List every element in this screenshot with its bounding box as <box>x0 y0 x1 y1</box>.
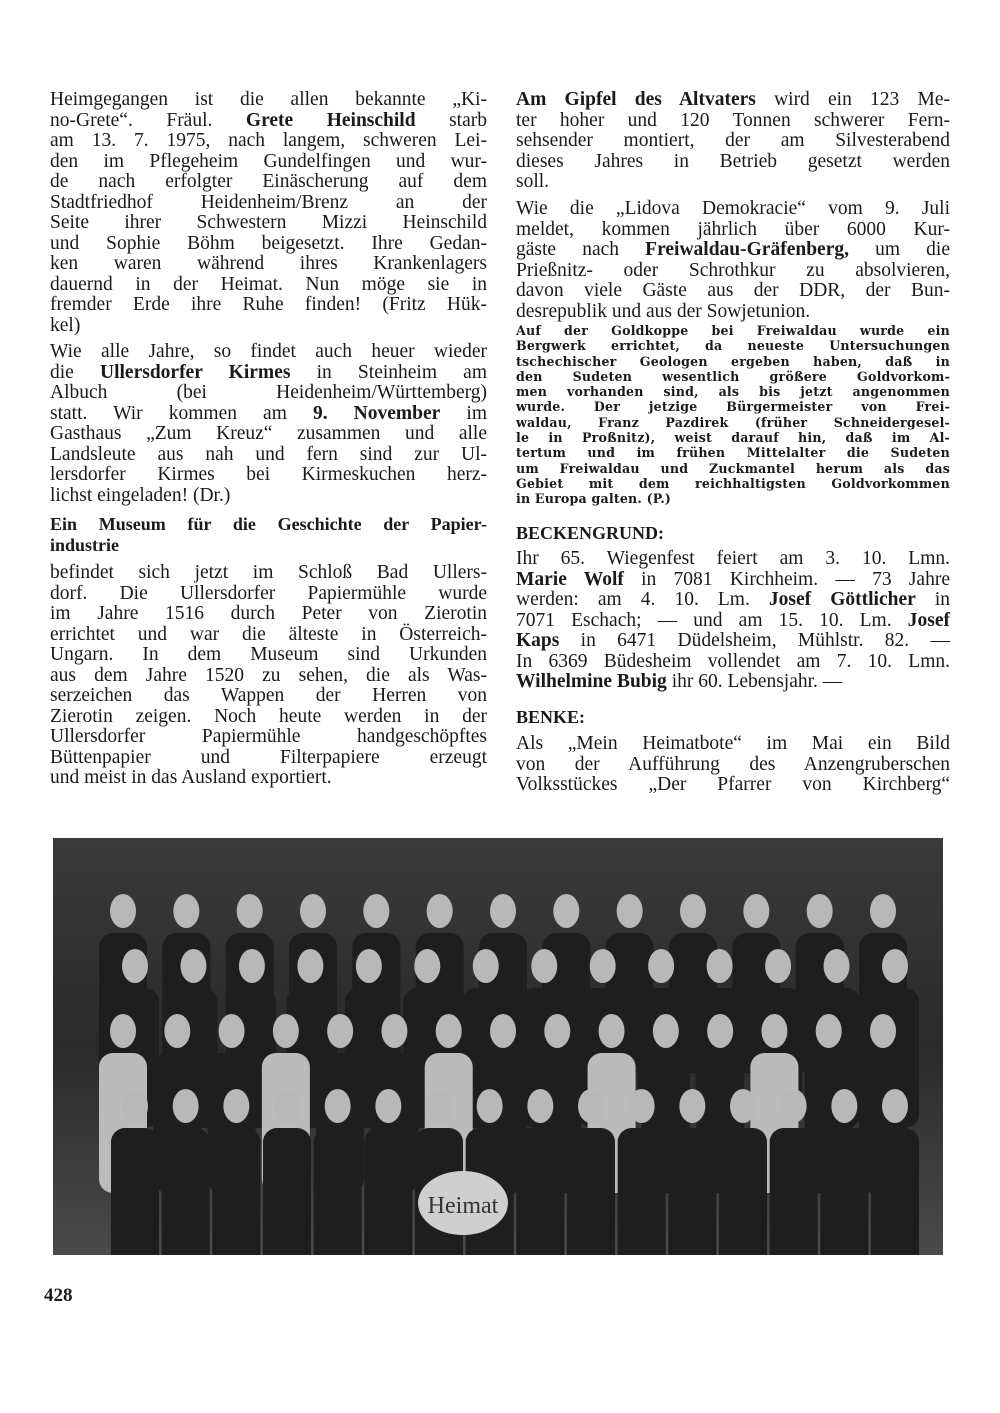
text-line <box>50 563 487 584</box>
text: Seite ihrer Schwestern Mizzi Heinschild <box>50 212 487 233</box>
text: kel) <box>50 314 81 336</box>
group-photo-image <box>53 838 943 1255</box>
text: in 7081 Kirchheim. — 73 Jahre <box>623 568 950 590</box>
person-face <box>707 1014 733 1048</box>
person-face <box>870 1014 896 1048</box>
text-line <box>516 172 950 193</box>
bold-text: Grete Heinschild <box>245 109 416 131</box>
bold-text: 9. November <box>312 402 441 424</box>
text-line <box>50 707 487 728</box>
person-face <box>436 1014 462 1048</box>
person-body <box>263 1128 311 1255</box>
text: Ungarn. In dem Museum sind Urkunden <box>50 644 487 665</box>
text-line <box>50 131 487 152</box>
text: und Sophie Böhm beigesetzt. Ihre Gedan- <box>50 232 487 254</box>
person-face <box>219 1014 245 1048</box>
text: ter hoher und 120 Tonnen schwerer Fern- <box>516 109 950 131</box>
text: in Steinheim am <box>290 361 487 383</box>
text: serzeichen das Wappen der Herren von <box>50 685 487 706</box>
bold-text: Am Gipfel des Altvaters <box>516 89 756 110</box>
text: industrie <box>50 534 120 555</box>
person-face <box>490 1014 516 1048</box>
person-face <box>490 894 516 928</box>
text-line <box>516 399 950 414</box>
text-line <box>50 295 487 316</box>
text-line <box>50 514 487 535</box>
bold-text: Josef <box>907 609 950 631</box>
person-face <box>356 949 382 983</box>
page-number: 428 <box>44 1285 73 1306</box>
text-line <box>50 666 487 687</box>
text-line <box>516 281 950 302</box>
person-face <box>590 949 616 983</box>
text: dauernd in der Heimat. Nun möge sie in <box>50 273 487 295</box>
person-face <box>375 1089 401 1123</box>
text: In 6369 Büdesheim vollendet am 7. 10. Lmn. <box>516 650 950 672</box>
person-face <box>679 1089 705 1123</box>
person-body <box>111 1128 159 1255</box>
paragraph <box>516 199 950 322</box>
text: tertum und im frühen Mittelalter die Sudeten <box>516 445 950 461</box>
person-face <box>629 1089 655 1123</box>
person-face <box>882 1089 908 1123</box>
person-face <box>553 894 579 928</box>
text: Prießnitz- oder Schrothkur zu absolvieren, <box>516 259 950 281</box>
text-line <box>516 652 950 673</box>
text: desrepublik und aus der Sowjetunion. <box>516 300 811 322</box>
text-line <box>50 486 487 507</box>
text-line <box>50 193 487 214</box>
text-line <box>50 445 487 466</box>
paragraph <box>50 342 487 506</box>
text: im Jahre 1516 durch Peter von Zierotin <box>50 603 487 624</box>
text-line <box>516 549 950 570</box>
person-face <box>180 949 206 983</box>
text-line <box>516 430 950 445</box>
person-face <box>164 1014 190 1048</box>
text: Bergwerk errichtet, da neueste Untersuchungen <box>516 338 950 354</box>
text-line <box>516 523 950 544</box>
text: wurde. Der jetzige Bürgermeister von Frei- <box>516 399 950 415</box>
person-face <box>781 1089 807 1123</box>
person-face <box>239 949 265 983</box>
text: in <box>915 589 950 610</box>
person-face <box>617 894 643 928</box>
text: le in Proßnitz), weist darauf hin, daß im Al- <box>516 430 950 446</box>
person-face <box>765 949 791 983</box>
heimat-sign <box>418 1171 508 1235</box>
text: und meist in das Ausland exportiert. <box>50 767 332 788</box>
text-line <box>50 383 487 404</box>
text-line <box>516 491 950 506</box>
text: um Freiwaldau und Zuckmantel herum als das <box>516 460 950 476</box>
text: ihr 60. Lebensjahr. — <box>666 671 843 692</box>
text: starb <box>415 109 487 131</box>
text-line <box>516 631 950 652</box>
text: im <box>440 402 487 424</box>
text-line <box>50 275 487 296</box>
paragraph <box>50 563 487 789</box>
text: aus dem Jahre 1520 zu sehen, die als Was- <box>50 664 487 686</box>
text: Stadtfriedhof Heidenheim/Brenz an der <box>50 191 487 213</box>
bold-text: Kaps <box>516 630 560 651</box>
bold-text: Ullersdorfer Kirmes <box>100 361 291 383</box>
text: davon viele Gäste aus der DDR, der Bun- <box>516 280 950 301</box>
text: BENKE: <box>516 707 586 727</box>
text: fremder Erde ihre Ruhe finden! (Fritz Hük- <box>50 294 487 315</box>
person-face <box>761 1014 787 1048</box>
text-line <box>516 415 950 430</box>
text-line <box>50 625 487 646</box>
text: werden: am 4. 10. Lm. <box>516 589 769 610</box>
text: dieses Jahres in Betrieb gesetzt werden <box>516 150 950 172</box>
text-line <box>516 476 950 491</box>
person-face <box>831 1089 857 1123</box>
text: meldet, kommen jährlich über 6000 Kur- <box>516 218 950 240</box>
person-face <box>223 1089 249 1123</box>
group-photo <box>53 838 943 1255</box>
person-face <box>297 949 323 983</box>
text-line <box>50 727 487 748</box>
text-line <box>50 213 487 234</box>
paragraph <box>516 90 950 193</box>
person-face <box>648 949 674 983</box>
text-line <box>50 363 487 384</box>
text: lichst eingeladen! (Dr.) <box>50 484 231 506</box>
text-line <box>50 152 487 173</box>
text: den im Pflegeheim Gundelfingen und wur- <box>50 150 487 172</box>
text: in Europa galten. (P.) <box>516 491 672 507</box>
person-body <box>364 1128 412 1255</box>
text: Gasthaus „Zum Kreuz“ zusammen und alle <box>50 423 487 444</box>
text-line <box>50 645 487 666</box>
text: Ullersdorfer Papiermühle handgeschöpftes <box>50 726 487 747</box>
text: sehsender montiert, der am Silvesterabend <box>516 130 950 151</box>
text: soll. <box>516 171 550 192</box>
person-face <box>363 894 389 928</box>
text-line <box>516 611 950 632</box>
bold-text: Josef Göttlicher <box>768 589 916 610</box>
text: um die <box>848 239 950 260</box>
person-face <box>807 894 833 928</box>
text: de nach erfolgter Einäscherung auf dem <box>50 171 487 192</box>
person-face <box>578 1089 604 1123</box>
bold-text: Marie Wolf <box>516 568 624 590</box>
text: Ein Museum für die Geschichte der Papier- <box>50 514 487 534</box>
text: Landsleute aus nah und fern sind zur Ul- <box>50 443 487 465</box>
person-face <box>599 1014 625 1048</box>
text-line <box>516 775 950 796</box>
person-face <box>544 1014 570 1048</box>
text-line <box>516 384 950 399</box>
text-line <box>50 584 487 605</box>
person-face <box>707 949 733 983</box>
person-body <box>668 1128 716 1255</box>
text: in 6471 Düdelsheim, Mühlstr. 82. — <box>559 630 950 651</box>
person-body <box>871 1128 919 1255</box>
text: errichtet und war die älteste in Österreich- <box>50 623 487 645</box>
text-line <box>516 220 950 241</box>
person-face <box>477 1089 503 1123</box>
text: Als „Mein Heimatbote“ im Mai ein Bild <box>516 733 950 754</box>
text: men vorhanden sind, als bis jetzt angenommen <box>516 384 950 400</box>
text: am 13. 7. 1975, nach langem, schweren Lei- <box>50 130 487 151</box>
text: Wie die „Lidova Demokracie“ vom 9. Juli <box>516 198 950 219</box>
person-body <box>567 1128 615 1255</box>
section-heading <box>516 523 950 544</box>
text-line <box>50 748 487 769</box>
person-face <box>110 1014 136 1048</box>
paragraph <box>516 549 950 693</box>
text-line <box>516 323 950 338</box>
person-face <box>300 894 326 928</box>
bold-text: Freiwaldau-Gräfenberg, <box>645 239 849 260</box>
text: Ihr 65. Wiegenfest feiert am 3. 10. Lmn. <box>516 548 950 569</box>
person-face <box>653 1014 679 1048</box>
text: Wie alle Jahre, so findet auch heuer wieder <box>50 341 487 362</box>
person-face <box>325 1089 351 1123</box>
person-body <box>719 1128 767 1255</box>
text-line <box>516 152 950 173</box>
person-face <box>531 949 557 983</box>
text: Heimgegangen ist die allen bekannte „Ki- <box>50 89 487 110</box>
paragraph <box>50 90 487 336</box>
text-line <box>516 445 950 460</box>
person-face <box>122 1089 148 1123</box>
text-line <box>50 342 487 363</box>
text: befindet sich jetzt im Schloß Bad Ullers- <box>50 562 487 583</box>
text-line <box>516 590 950 611</box>
person-face <box>274 1089 300 1123</box>
text-line <box>516 369 950 384</box>
person-face <box>173 1089 199 1123</box>
text: die <box>50 361 100 383</box>
text-line <box>516 131 950 152</box>
text: Volksstückes „Der Pfarrer von Kirchberg“ <box>516 774 950 795</box>
text-line <box>50 172 487 193</box>
text: Gebiet mit dem reichhaltigsten Goldvorkommen <box>516 475 950 491</box>
text-line <box>516 755 950 776</box>
text-line <box>516 707 950 728</box>
text: gäste nach <box>516 239 646 260</box>
text: Auf der Goldkoppe bei Freiwaldau wurde ein <box>516 323 950 338</box>
text: no-Grete“. Fräul. <box>50 109 246 131</box>
person-face <box>122 949 148 983</box>
text: waldau, Franz Pazdirek (früher Schneidergesel- <box>516 414 950 430</box>
text-line <box>50 424 487 445</box>
text-line <box>50 404 487 425</box>
text: den Sudeten wesentlich größere Goldvorkom- <box>516 368 950 384</box>
text-line <box>516 461 950 476</box>
person-face <box>381 1014 407 1048</box>
person-face <box>870 894 896 928</box>
text-line <box>516 261 950 282</box>
text-line <box>516 90 950 111</box>
text-line <box>50 768 487 789</box>
person-face <box>327 1014 353 1048</box>
text: BECKENGRUND: <box>516 523 665 543</box>
person-face <box>824 949 850 983</box>
paragraph <box>516 734 950 796</box>
text: ken waren während ihres Krankenlagers <box>50 253 487 274</box>
person-face <box>730 1089 756 1123</box>
text-line <box>516 672 950 693</box>
heimat-sign-text: Heimat <box>427 1193 499 1219</box>
text-line <box>516 570 950 591</box>
person-face <box>273 1014 299 1048</box>
text-line <box>50 465 487 486</box>
person-face <box>473 949 499 983</box>
paragraph <box>516 323 950 507</box>
text-line <box>516 354 950 369</box>
text-line <box>50 90 487 111</box>
person-face <box>110 894 136 928</box>
person-face <box>414 949 440 983</box>
text: tschechischer Geologen ergeben haben, daß in <box>516 353 950 369</box>
person-face <box>816 1014 842 1048</box>
text-line <box>516 199 950 220</box>
text: dorf. Die Ullersdorfer Papiermühle wurde <box>50 582 487 604</box>
text: lersdorfer Kirmes bei Kirmeskuchen herz- <box>50 464 487 485</box>
person-body <box>770 1128 818 1255</box>
text-line <box>516 240 950 261</box>
text: Albuch (bei Heidenheim/Württemberg) <box>50 382 487 403</box>
text-line <box>516 734 950 755</box>
person-face <box>882 949 908 983</box>
text-line <box>50 234 487 255</box>
person-face <box>237 894 263 928</box>
text-line <box>50 111 487 132</box>
person-body <box>618 1128 666 1255</box>
text: von der Aufführung des Anzengruberschen <box>516 753 950 775</box>
bold-text: Wilhelmine Bubig <box>516 671 667 692</box>
person-body <box>162 1128 210 1255</box>
section-heading <box>516 707 950 728</box>
text: 7071 Eschach; — und am 15. 10. Lm. <box>516 609 908 631</box>
text-line <box>50 686 487 707</box>
person-face <box>680 894 706 928</box>
person-body <box>516 1128 564 1255</box>
person-face <box>743 894 769 928</box>
text-line <box>50 316 487 337</box>
person-body <box>212 1128 260 1255</box>
person-body <box>314 1128 362 1255</box>
person-face <box>426 1089 452 1123</box>
person-face <box>173 894 199 928</box>
text-line <box>516 111 950 132</box>
text-line <box>50 535 487 556</box>
text-line <box>50 604 487 625</box>
text: wird ein 123 Me- <box>755 89 950 110</box>
person-face <box>527 1089 553 1123</box>
person-face <box>427 894 453 928</box>
text: Zierotin zeigen. Noch heute werden in der <box>50 705 487 727</box>
text: statt. Wir kommen am <box>50 402 313 424</box>
section-heading <box>50 514 487 555</box>
text-line <box>516 338 950 353</box>
person-body <box>820 1128 868 1255</box>
text: Büttenpapier und Filterpapiere erzeugt <box>50 746 487 768</box>
text-line <box>50 254 487 275</box>
text-line <box>516 302 950 323</box>
